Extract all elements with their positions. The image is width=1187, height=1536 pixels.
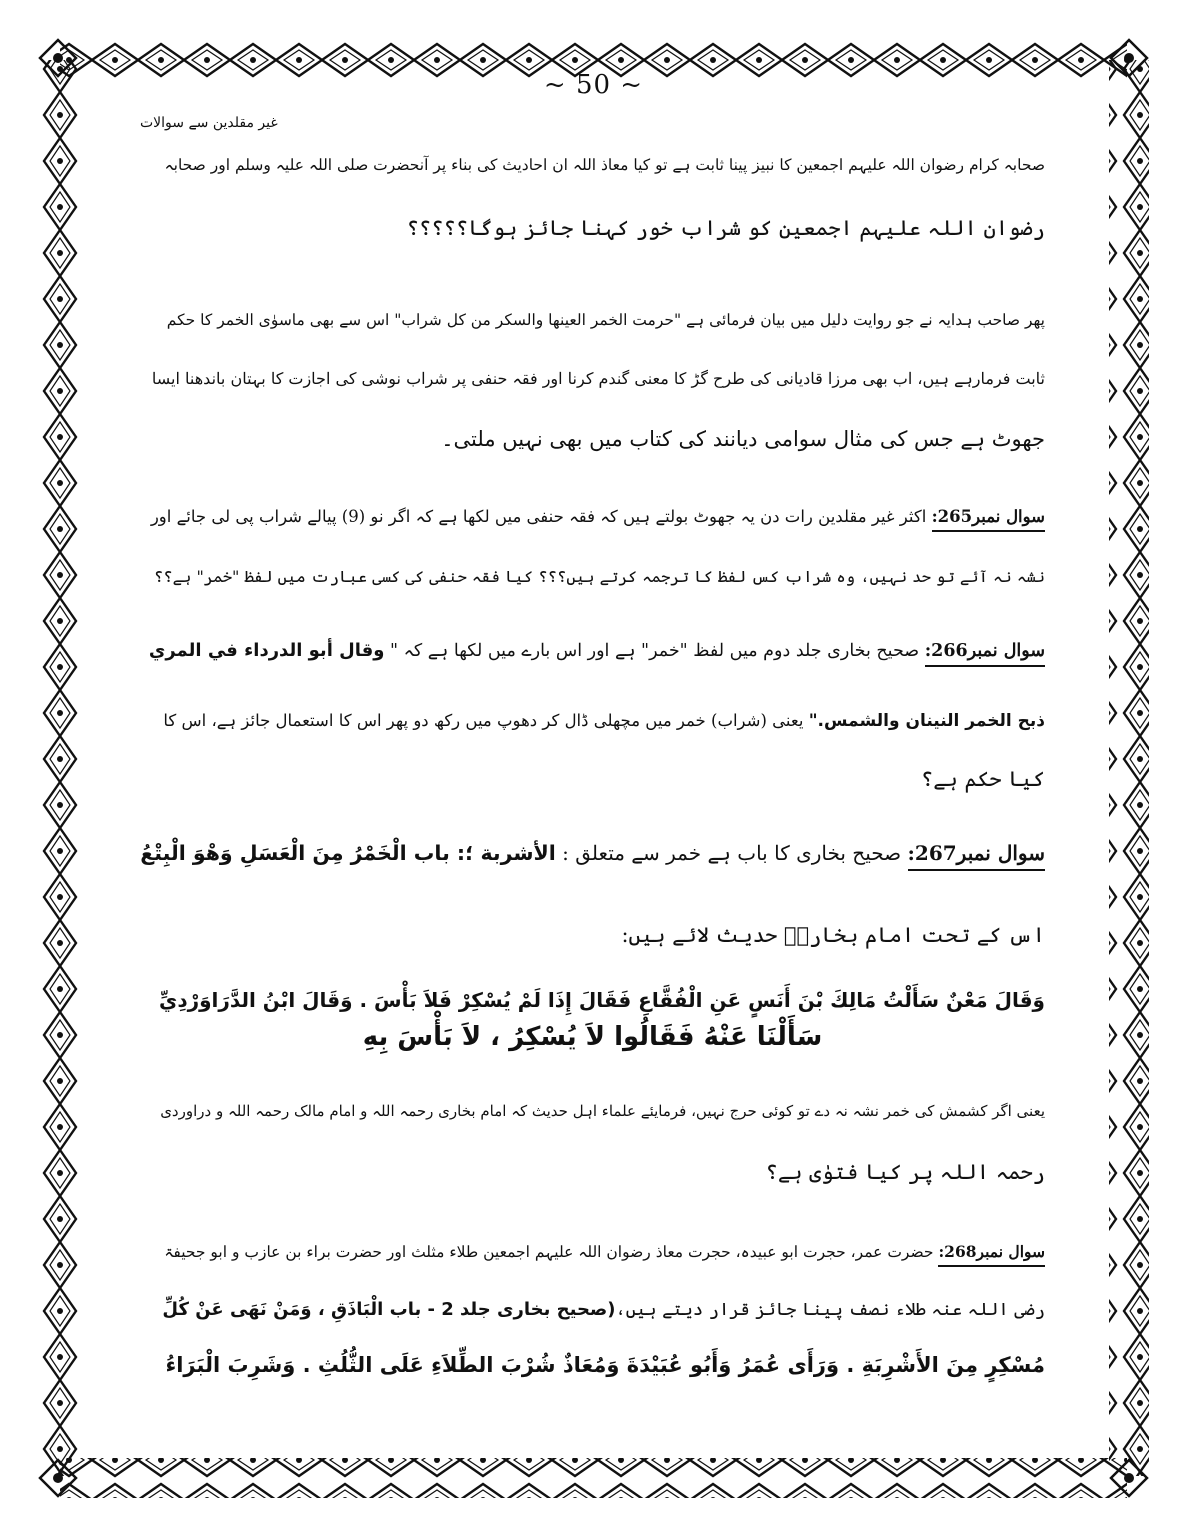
paragraph-1-line-1: صحابہ کرام رضوان اللہ علیہم اجمعین کا نبیز پینا ثابت ہے تو کیا معاذ اللہ ان احادیث کی بناء پر آنحضرت صلی اللہ علیہ وسلم اور صحابہ xyxy=(164,156,1045,174)
question-266-text-a: صحیح بخاری جلد دوم میں لفظ "خمر" ہے اور اس بارے میں لکھا ہے کہ " xyxy=(384,641,925,661)
question-266-line-1 xyxy=(140,636,1045,666)
question-267-text: صحیح بخاری کا باب ہے خمر سے متعلق : xyxy=(555,841,908,865)
question-268-text-b: رضی اللہ عنہ طلاء نصف پینا جائز قرار دیتے ہیں، xyxy=(615,1300,1045,1320)
question-267-label: سوال نمبر267: xyxy=(908,841,1045,871)
paragraph-1-line-2: رضوان اللہ علیہم اجمعین کو شراب خور کہنا جائز ہوگا؟؟؟؟؟ xyxy=(406,216,1045,240)
question-268-line-2 xyxy=(140,1295,1045,1325)
question-265-line-1 xyxy=(140,502,1045,532)
question-268-line-3 xyxy=(140,1350,1045,1380)
question-266-arabic-b: ذبح الخمر النينان والشمس." xyxy=(808,711,1045,731)
page-number: ~ 50 ~ xyxy=(543,70,644,100)
question-268-line-1 xyxy=(140,1237,1045,1267)
question-268-arabic-b: مُسْكِرٍ مِنَ الأَشْرِبَةِ . وَرَأَى عُمَرُ وَأَبُو عُبَيْدَةَ وَمُعَاذٌ شُرْبَ الطِّلاَءِ عَلَى الثُّلُثِ . وَشَرِبَ الْبَرَاءُ xyxy=(165,1353,1045,1377)
hadith-line-1 xyxy=(140,985,1045,1017)
paragraph-2-line-3: جھوٹ ہے جس کی مثال سوامی دیانند کی کتاب میں بھی نہیں ملتی۔ xyxy=(441,427,1045,451)
paragraph-2-line-1: پھر صاحب ہدایہ نے جو روایت دلیل میں بیان فرمائی ہے "حرمت الخمر العینھا والسکر من کل شراب" اس سے بھی ماسوٰی الخمر کا حکم xyxy=(166,311,1045,329)
hadith-text-1: وَقَالَ مَعْنٌ سَأَلْتُ مَالِكَ بْنَ أَنَسٍ عَنِ الْفُقَّاعِ فَقَالَ إِذَا لَمْ يُسْكِرْ فَلاَ بَأْسَ . وَقَالَ ابْنُ الدَّرَاوَرْدِيِّ xyxy=(159,988,1045,1012)
question-265-line-2: نشہ نہ آئے تو حد نہیں، وہ شراب کس لفظ کا ترجمہ کرتے ہیں؟؟؟ کیا فقہ حنفی کی کسی عبارت میں لفظ "خمر" ہے؟؟ xyxy=(153,567,1045,586)
question-268-label: سوال نمبر268: xyxy=(938,1242,1045,1267)
question-266-label: سوال نمبر266: xyxy=(925,641,1045,667)
question-266-text-b: یعنی (شراب) خمر میں مچھلی ڈال کر دھوپ میں رکھ دو پھر اس کا استعمال جائز ہے، اس کا xyxy=(163,711,809,730)
running-header: غیر مقلدین سے سوالات xyxy=(140,115,278,131)
question-265-label: سوال نمبر265: xyxy=(932,507,1045,532)
question-266-line-3: کیا حکم ہے؟ xyxy=(920,767,1045,791)
question-268-text: حضرت عمر، حجرت ابو عبیدہ، حجرت معاذ رضوان اللہ علیہم اجمعین طلاء مثلث اور حضرت براء بن عازب و ابو جحیفۃ xyxy=(164,1243,939,1261)
question-267-line xyxy=(140,838,1045,868)
hadith-text-2: سَأَلْنَا عَنْهُ فَقَالُوا لاَ يُسْكِرُ ، لاَ بَأْسَ بِهِ xyxy=(362,1022,823,1052)
paragraph-3-line-1: یعنی اگر کشمش کی خمر نشہ نہ دے تو کوئی حرج نہیں، فرمایئے علماء اہل حدیث کہ امام بخاری رحمہ اللہ و امام مالک رحمہ اللہ و دراوردی xyxy=(160,1102,1045,1120)
question-266-arabic-a: وقال أبو الدرداء في المري xyxy=(148,640,385,661)
question-265-text: اکثر غیر مقلدین رات دن یہ جھوٹ بولتے ہیں کہ فقہ حنفی میں لکھا ہے کہ اگر نو (9) پیالے شراب پی لی جائے اور xyxy=(150,507,932,526)
question-267-intro: اس کے تحت امام بخاریؒ حدیث لائے ہیں: xyxy=(621,923,1045,947)
question-267-arabic: الأشربة ؛: باب الْخَمْرُ مِنَ الْعَسَلِ وَهْوَ الْبِتْعُ xyxy=(140,841,556,865)
question-268-arabic-a: (صحيح بخارى جلد 2 - باب الْبَاذَقِ ، وَمَنْ نَهَى عَنْ كُلِّ xyxy=(162,1299,616,1320)
paragraph-3-line-2: رحمہ اللہ پر کیا فتوٰی ہے؟ xyxy=(765,1160,1045,1184)
paragraph-2-line-2: ثابت فرمارہے ہیں، اب بھی مرزا قادیانی کی طرح گڑ کا معنی گندم کرنا اور فقہ حنفی پر شراب نوشی کی اجازت کا بہتان باندھنا ایسا xyxy=(151,369,1045,388)
question-266-line-2 xyxy=(140,706,1045,736)
hadith-line-2 xyxy=(140,1022,1045,1053)
